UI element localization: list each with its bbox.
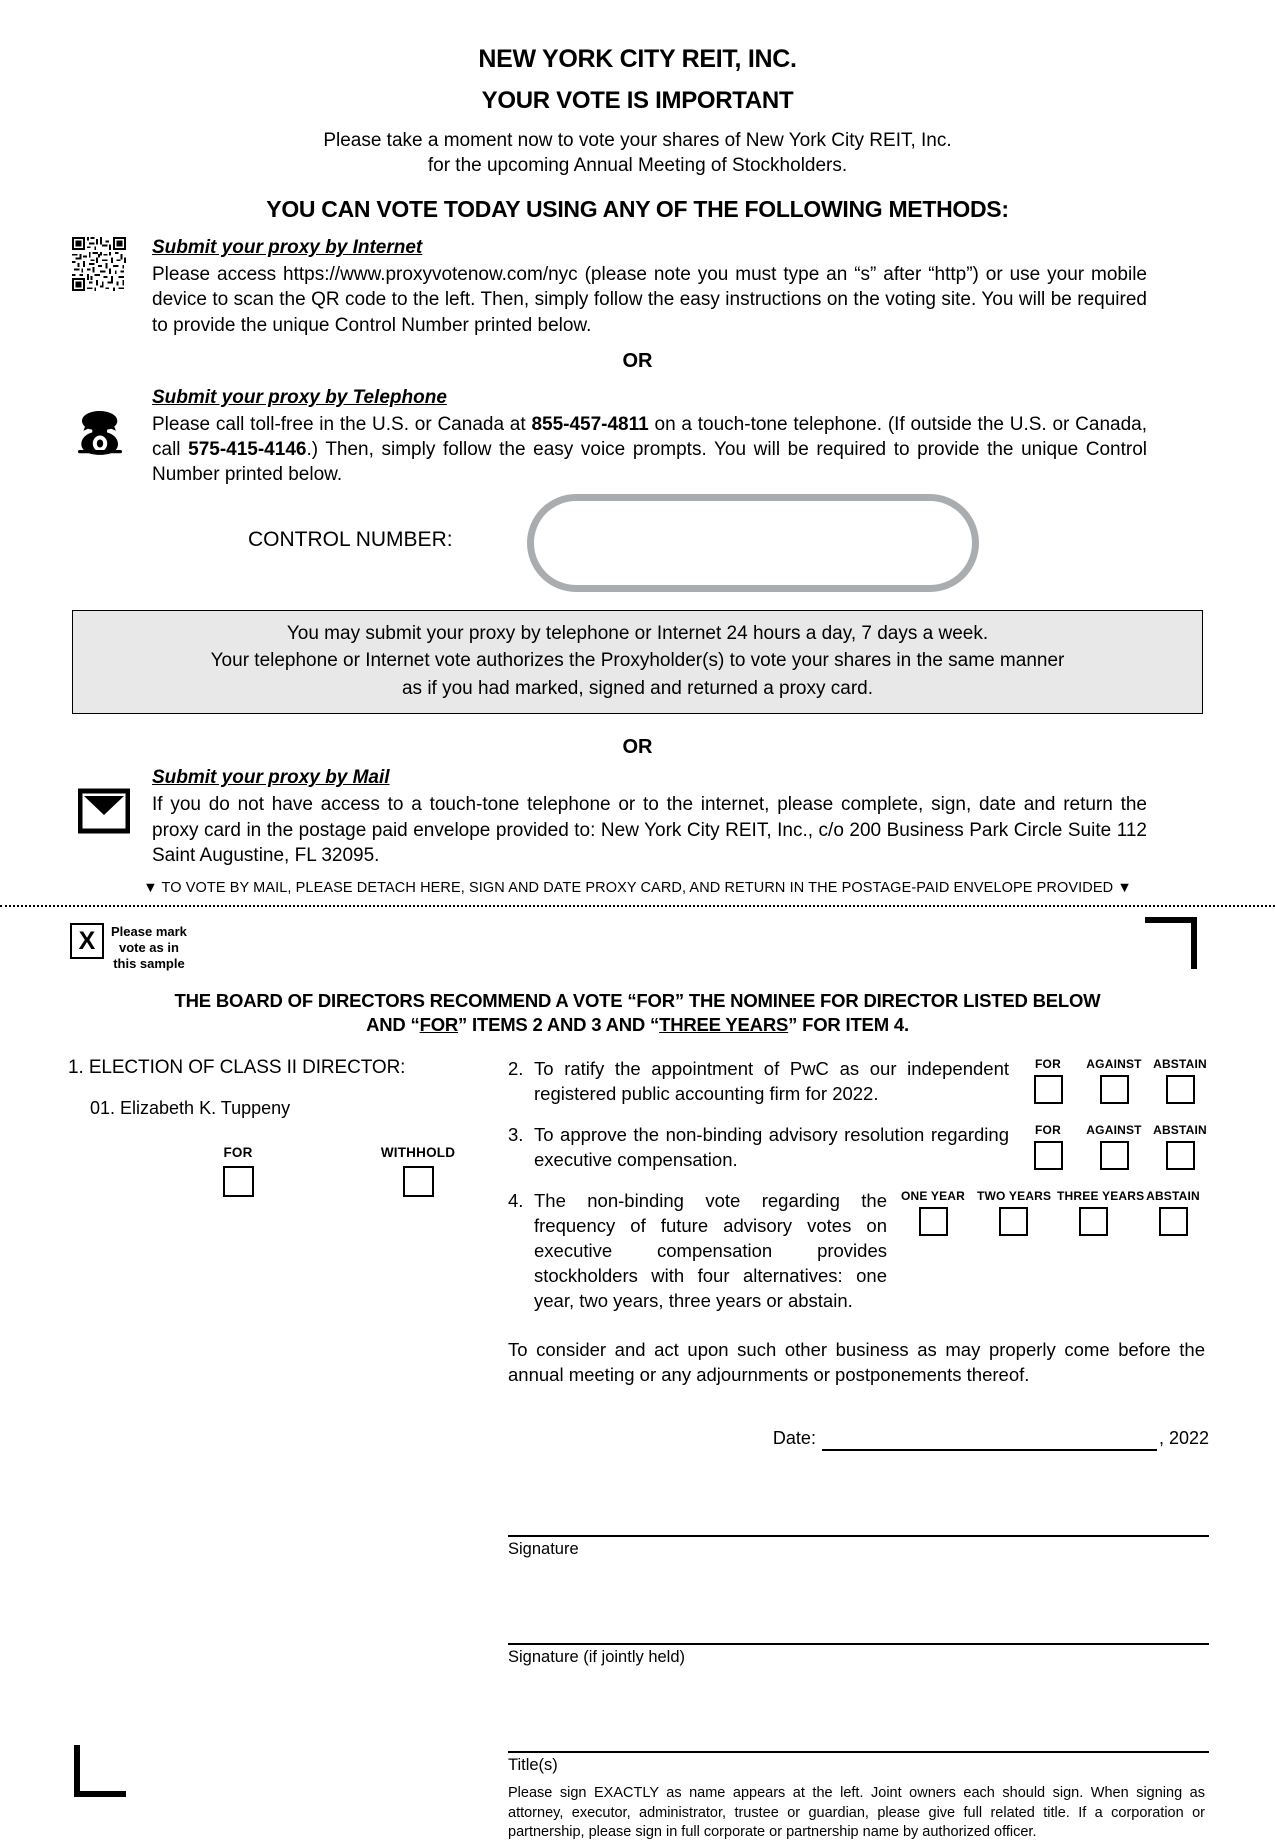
signature-1-line[interactable] <box>508 1491 1209 1537</box>
or-separator-1: OR <box>622 349 653 372</box>
envelope-icon <box>78 787 130 835</box>
proposal-2-number: 2. <box>508 1058 524 1080</box>
proposal-3-against-label: AGAINST <box>1086 1123 1142 1138</box>
proposal-2-abstain-checkbox[interactable] <box>1166 1075 1195 1104</box>
signature-2-line[interactable] <box>508 1599 1209 1645</box>
header-subtitle-line2: for the upcoming Annual Meeting of Stockholders. <box>427 154 848 176</box>
proposal-3 <box>508 1123 1209 1173</box>
header-subtitle <box>0 128 1275 178</box>
proposal-4 <box>508 1189 1209 1314</box>
proposal-4-one-year-checkbox[interactable] <box>919 1207 948 1236</box>
date-row <box>508 1428 1209 1451</box>
registration-mark-top-right <box>1145 917 1197 969</box>
sample-mark-line3: this sample <box>113 956 185 972</box>
proposal-2-against-label: AGAINST <box>1086 1057 1142 1072</box>
proposal-3-option-against <box>1085 1123 1143 1170</box>
sample-mark-box: X <box>70 923 104 959</box>
rec-three-years-underlined: THREE YEARS <box>659 1014 789 1036</box>
title-block <box>508 1707 1209 1775</box>
proposal-2-abstain-label: ABSTAIN <box>1153 1057 1207 1072</box>
rec-for-underlined: FOR <box>419 1014 459 1036</box>
board-recommendation <box>0 989 1275 1037</box>
sample-mark-line2: vote as in <box>118 940 179 956</box>
title-line[interactable] <box>508 1707 1209 1753</box>
proposal-4-text: The non-binding vote regarding the frequency of future advisory votes on executive compensation provides stockholders with four alternatives: one year, two years, three years or abstain. <box>534 1190 887 1311</box>
mail-section-body: If you do not have access to a touch-tone telephone or to the internet, please complete, sign, date and return the proxy card in the postage paid envelope provided to: New York City REIT, Inc., c/o 200 Business Park Circle Suite 112 Saint Augustine, FL 32095. <box>152 794 1147 866</box>
proposal-3-against-checkbox[interactable] <box>1100 1141 1129 1170</box>
item-1-options <box>148 1145 508 1197</box>
header-company-name: NEW YORK CITY REIT, INC. <box>478 45 797 73</box>
internet-section-body: Please access https://www.proxyvotenow.com/nyc (please note you must type an “s” after “http”) or use your mobile device to scan the QR code to the left. Then, simply follow the easy instructions on the voting site. You will be required to provide the unique Control Number printed below. <box>152 264 1147 336</box>
proposal-3-abstain-checkbox[interactable] <box>1166 1141 1195 1170</box>
proposal-4-abstain-label: ABSTAIN <box>1146 1189 1200 1204</box>
proposal-3-text: To approve the non-binding advisory resolution regarding executive compensation. <box>534 1124 1009 1171</box>
rec-line2-b: ” ITEMS 2 AND 3 AND “ <box>458 1014 660 1036</box>
proposal-3-options <box>1019 1123 1209 1173</box>
signature-1-caption: Signature <box>508 1539 579 1558</box>
title-caption: Title(s) <box>508 1755 558 1774</box>
proposal-4-option-one-year <box>897 1189 969 1236</box>
proposal-2-against-checkbox[interactable] <box>1100 1075 1129 1104</box>
proposals-column <box>508 1057 1209 1843</box>
sample-mark-line1: Please mark <box>111 924 187 940</box>
telephone-body-part3: .) Then, simply follow the easy voice prompts. You will be required to provide the unique Control Number printed below. <box>152 439 1147 486</box>
signature-legal-text: Please sign EXACTLY as name appears at the left. Joint owners each should sign. When signing as attorney, executor, administrator, trustee or guardian, please give full related title. If a corporation or partnership, please sign in full corporate or partnership name by authorized officer. <box>508 1784 1205 1841</box>
telephone-voting-section <box>0 387 1275 488</box>
availability-notice <box>72 610 1203 715</box>
mail-voting-section <box>0 767 1275 868</box>
proposal-4-three-years-label: THREE YEARS <box>1057 1189 1145 1204</box>
proposal-4-options <box>897 1189 1209 1236</box>
proposal-2-options <box>1019 1057 1209 1107</box>
international-number: 575-415-4146 <box>188 439 307 461</box>
proposal-3-number: 3. <box>508 1124 524 1146</box>
proposal-2-option-against <box>1085 1057 1143 1104</box>
item-1-for-checkbox[interactable] <box>223 1166 254 1197</box>
control-number-field[interactable] <box>527 494 979 592</box>
proposal-3-for-checkbox[interactable] <box>1034 1141 1063 1170</box>
sample-mark-legend <box>70 923 187 972</box>
proposal-2-for-label: FOR <box>1035 1057 1061 1072</box>
telephone-section-body <box>152 412 1147 488</box>
item-1-option-for <box>148 1145 328 1197</box>
proposal-3-for-label: FOR <box>1035 1123 1061 1138</box>
signature-block-2 <box>508 1599 1209 1667</box>
other-business-text: To consider and act upon such other business as may properly come before the annual meeting or any adjournments or postponements thereof. <box>508 1338 1205 1385</box>
signature-2-caption: Signature (if jointly held) <box>508 1647 686 1666</box>
mail-section-title: Submit your proxy by Mail <box>152 767 390 789</box>
control-number-label: CONTROL NUMBER: <box>248 527 453 551</box>
date-year: , 2022 <box>1158 1427 1209 1448</box>
proposal-4-two-years-checkbox[interactable] <box>999 1207 1028 1236</box>
proxy-voting-card-page <box>0 45 1275 1841</box>
item-1-nominee: 01. Elizabeth K. Tuppeny <box>90 1098 291 1119</box>
date-label: Date: <box>772 1427 816 1448</box>
header-subtitle-line1: Please take a moment now to vote your shares of New York City REIT, Inc. <box>323 129 952 151</box>
item-1-for-label: FOR <box>223 1145 253 1161</box>
proposal-2-option-for <box>1019 1057 1077 1104</box>
proposal-4-three-years-checkbox[interactable] <box>1079 1207 1108 1236</box>
proposal-4-option-two-years <box>977 1189 1052 1236</box>
proposal-4-option-three-years <box>1057 1189 1145 1236</box>
item-1-withhold-checkbox[interactable] <box>403 1166 434 1197</box>
proxy-card-section <box>0 907 1275 1843</box>
proposal-4-one-year-label: ONE YEAR <box>900 1189 966 1204</box>
date-input-line[interactable] <box>822 1432 1157 1451</box>
voting-columns <box>0 1057 1275 1843</box>
internet-voting-section <box>0 237 1275 338</box>
recommendation-line1: THE BOARD OF DIRECTORS RECOMMEND A VOTE “FOR” THE NOMINEE FOR DIRECTOR LISTED BELOW <box>174 990 1101 1012</box>
rec-line2-c: ” FOR ITEM 4. <box>788 1014 909 1036</box>
proposal-3-abstain-label: ABSTAIN <box>1153 1123 1207 1138</box>
proposal-2-option-abstain <box>1151 1057 1209 1104</box>
proposal-4-two-years-label: TWO YEARS <box>977 1189 1052 1204</box>
rec-line2-a: AND “ <box>366 1014 420 1036</box>
qr-code-icon <box>72 237 126 291</box>
header-vote-important: YOUR VOTE IS IMPORTANT <box>481 86 794 114</box>
item-1-option-withhold <box>328 1145 508 1197</box>
registration-mark-bottom-left <box>74 1745 126 1797</box>
telephone-body-part1: Please call toll-free in the U.S. or Canada at <box>152 413 532 435</box>
proposal-4-option-abstain <box>1137 1189 1209 1236</box>
telephone-body-part2: on a touch-tone telephone. (If outside the U.S. or Canada, call <box>152 413 1147 461</box>
proposal-2-for-checkbox[interactable] <box>1034 1075 1063 1104</box>
notice-line2: Your telephone or Internet vote authorizes the Proxyholder(s) to vote your shares in the same manner <box>210 650 1065 672</box>
notice-line3: as if you had marked, signed and returned a proxy card. <box>401 677 874 699</box>
internet-section-title: Submit your proxy by Internet <box>152 237 423 259</box>
proposal-4-number: 4. <box>508 1190 524 1212</box>
telephone-icon <box>72 409 128 455</box>
item-1-withhold-label: WITHHOLD <box>380 1145 456 1161</box>
item-1-column <box>68 1057 508 1843</box>
notice-line1: You may submit your proxy by telephone or Internet 24 hours a day, 7 days a week. <box>286 622 989 644</box>
telephone-section-title: Submit your proxy by Telephone <box>152 386 447 408</box>
toll-free-number: 855-457-4811 <box>531 413 649 435</box>
proposal-2-text: To ratify the appointment of PwC as our independent registered public accounting firm for 2022. <box>534 1058 1009 1105</box>
proposal-3-option-abstain <box>1151 1123 1209 1170</box>
sample-mark-text <box>111 923 187 972</box>
header-methods-heading: YOU CAN VOTE TODAY USING ANY OF THE FOLLOWING METHODS: <box>266 196 1009 223</box>
control-number-row <box>0 494 1275 602</box>
recommendation-line2 <box>80 1013 1195 1037</box>
proposal-3-option-for <box>1019 1123 1077 1170</box>
signature-block-1 <box>508 1491 1209 1559</box>
or-separator-2: OR <box>622 736 653 759</box>
item-1-title: 1. ELECTION OF CLASS II DIRECTOR: <box>68 1057 406 1079</box>
proposal-4-abstain-checkbox[interactable] <box>1159 1207 1188 1236</box>
detach-instruction: ▼ TO VOTE BY MAIL, PLEASE DETACH HERE, SIGN AND DATE PROXY CARD, AND RETURN IN THE POSTAGE-PAID ENVELOPE PROVIDED ▼ <box>143 880 1132 897</box>
proposal-2 <box>508 1057 1209 1107</box>
